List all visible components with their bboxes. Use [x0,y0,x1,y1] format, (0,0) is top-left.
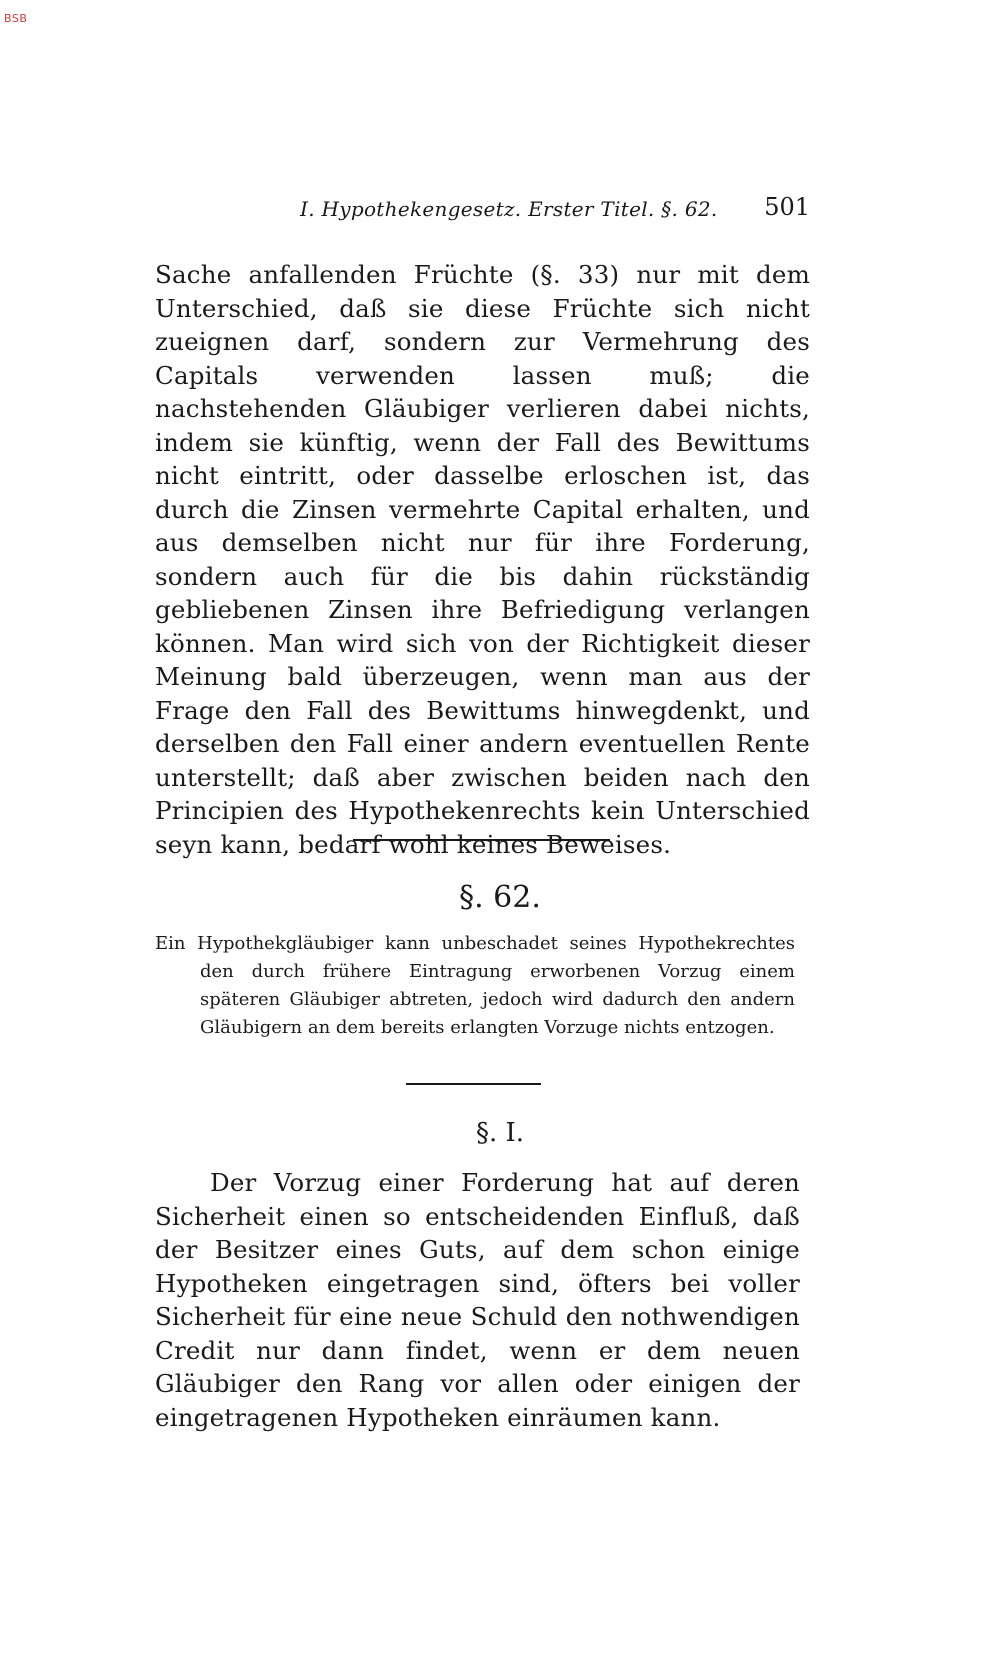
page-header [300,193,810,227]
page-number: 501 [764,193,810,221]
summary-divider-rule [406,1083,541,1085]
body-paragraph: Der Vorzug einer Forderung hat auf deren Sicherheit einen so entscheidenden Einfluß, daß der Besitzer eines Guts, auf dem schon einige Hypotheken eingetragen sind, öfters bei voller Sicherheit für eine neue Schuld den nothwendigen Credit nur dann findet, wenn er dem neuen Gläubiger den Rang vor allen oder einigen der eingetragenen Hypotheken einräumen kann. [155,1168,800,1432]
body-paragraph-continued: Sache anfallenden Früchte (§. 33) nur mit dem Unterschied, daß sie diese Früchte sich nicht zueignen darf, sondern zur Vermehrung des Capitals verwenden lassen muß; die nachstehenden Gläubiger verlieren dabei nichts, indem sie künftig, wenn der Fall des Bewittums nicht eintritt, oder dasselbe erloschen ist, das durch die Zinsen vermehrte Capital erhalten, und aus demselben nicht nur für ihre Forderung, sondern auch für die bis dahin rückständig gebliebenen Zinsen ihre Befriedigung verlangen können. Man wird sich von der Richtigkeit dieser Meinung bald überzeugen, wenn man aus der Frage den Fall des Bewittums hinwegdenkt, und derselben den Fall einer andern eventuellen Rente unterstellt; daß aber zwischen beiden nach den Principien des Hypothekenrechts kein Unterschied seyn kann, bedarf wohl keines Beweises. [155,260,810,859]
section-divider-rule [353,839,610,841]
library-watermark: BSB [4,12,28,25]
section-summary: Ein Hypothekgläubiger kann unbeschadet seines Hypothekrechtes den durch frühere Eintragung erworbenen Vorzug einem späteren Gläubiger abtreten, jedoch wird dadurch den andern Gläubigern an dem bereits erlangten Vorzuge nichts entzogen. [155,933,795,1038]
subsection-heading: §. I. [475,1118,525,1148]
running-head: I. Hypothekengesetz. Erster Titel. §. 62. [300,197,718,221]
section-heading: §. 62. [459,880,541,915]
